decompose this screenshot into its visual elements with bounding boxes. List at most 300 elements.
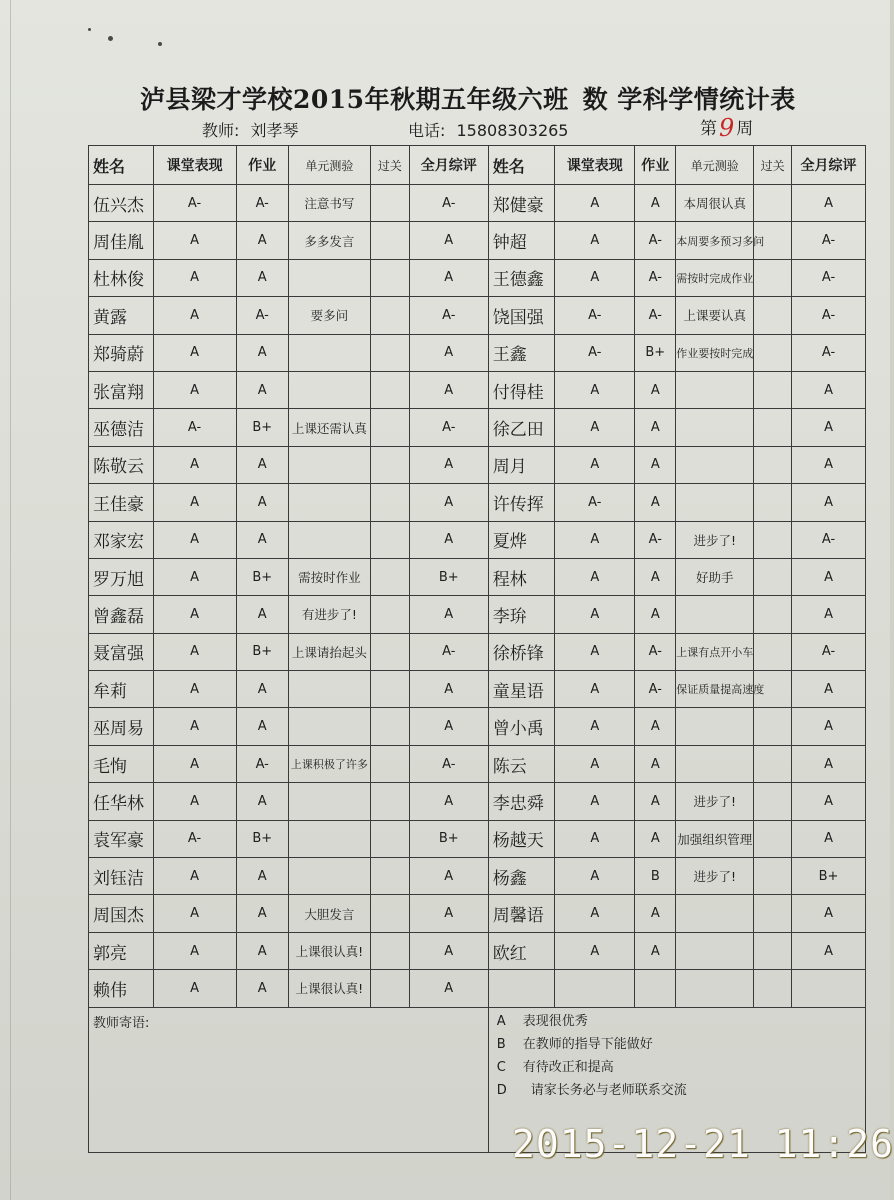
student-name: 欧红 (488, 932, 555, 969)
student-name: 徐乙田 (488, 409, 555, 446)
homework-grade: A (236, 932, 288, 969)
pass-mark (370, 708, 409, 745)
student-name: 周佳胤 (89, 222, 154, 259)
unit-test-comment (288, 446, 370, 483)
homework-grade: A (635, 596, 676, 633)
table-row (89, 932, 866, 969)
pass-mark (754, 783, 792, 820)
month-grade: A- (409, 633, 488, 670)
pass-mark (370, 745, 409, 782)
table-row (89, 970, 866, 1007)
classroom-grade: A (555, 185, 635, 222)
month-grade: A (409, 783, 488, 820)
homework-grade: A (236, 970, 288, 1007)
homework-grade: A (635, 409, 676, 446)
classroom-grade: A (555, 596, 635, 633)
month-grade: A- (792, 334, 866, 371)
month-grade: A- (792, 259, 866, 296)
homework-grade: A (635, 745, 676, 782)
table-row (89, 521, 866, 558)
unit-test-comment: 大胆发言 (288, 895, 370, 932)
header-pass: 过关 (754, 146, 792, 185)
student-name: 陈云 (488, 745, 555, 782)
month-grade: B+ (409, 820, 488, 857)
phone-number: 15808303265 (456, 121, 569, 140)
classroom-grade: A (153, 633, 236, 670)
paper-fold-line (10, 0, 11, 1200)
legend-key: A (496, 1013, 506, 1029)
student-name: 杜林俊 (89, 259, 154, 296)
pass-mark (370, 932, 409, 969)
month-grade: A (409, 671, 488, 708)
homework-grade: A (635, 371, 676, 408)
homework-grade: A- (635, 222, 676, 259)
unit-test-comment (288, 708, 370, 745)
student-name: 陈敬云 (89, 446, 154, 483)
homework-grade: A (236, 895, 288, 932)
unit-test-comment: 有进步了! (288, 596, 370, 633)
student-name: 杨鑫 (488, 858, 555, 895)
unit-test-comment: 上课有点开小车 (676, 633, 754, 670)
unit-test-comment (676, 409, 754, 446)
month-grade: B+ (409, 558, 488, 595)
pass-mark (754, 521, 792, 558)
homework-grade: B+ (236, 558, 288, 595)
header-month: 全月综评 (792, 146, 866, 185)
table-row (89, 596, 866, 633)
month-grade: A (792, 409, 866, 446)
pass-mark (754, 745, 792, 782)
table-row (89, 783, 866, 820)
phone-label: 电话: (408, 121, 446, 140)
pass-mark (370, 783, 409, 820)
homework-grade: B+ (635, 334, 676, 371)
student-name: 曾鑫磊 (89, 596, 154, 633)
student-name: 巫德洁 (89, 409, 154, 446)
table-row (89, 708, 866, 745)
legend-desc: 在教师的指导下能做好 (522, 1036, 653, 1052)
pass-mark (370, 371, 409, 408)
unit-test-comment (676, 371, 754, 408)
month-grade: A (409, 334, 488, 371)
homework-grade: A (635, 783, 676, 820)
pass-mark (370, 970, 409, 1007)
classroom-grade (555, 970, 635, 1007)
classroom-grade: A (153, 521, 236, 558)
classroom-grade: A (555, 222, 635, 259)
pass-mark (370, 185, 409, 222)
classroom-grade: A (555, 671, 635, 708)
month-grade: A- (792, 222, 866, 259)
student-name: 曾小禹 (488, 708, 555, 745)
pass-mark (370, 334, 409, 371)
unit-test-comment: 进步了! (676, 521, 754, 558)
classroom-grade: A (153, 596, 236, 633)
classroom-grade: A (555, 521, 635, 558)
month-grade: A (792, 596, 866, 633)
classroom-grade: A- (153, 409, 236, 446)
unit-test-comment (288, 334, 370, 371)
table-row (89, 820, 866, 857)
student-name: 黄露 (89, 297, 154, 334)
unit-test-comment (676, 484, 754, 521)
unit-test-comment: 需按时完成作业 (676, 259, 754, 296)
homework-grade: A (236, 446, 288, 483)
month-grade: A (409, 596, 488, 633)
unit-test-comment: 保证质量提高速度 (676, 671, 754, 708)
unit-test-comment (288, 858, 370, 895)
pass-mark (370, 820, 409, 857)
phone-line (408, 118, 568, 141)
student-name: 徐桥锋 (488, 633, 555, 670)
student-name: 李㺹 (488, 596, 555, 633)
table-header-row (89, 146, 866, 185)
teacher-message-cell (89, 1007, 489, 1152)
classroom-grade: A (555, 708, 635, 745)
teacher-name: 刘孝琴 (250, 121, 299, 140)
header-unit-test: 单元测验 (288, 146, 370, 185)
homework-grade: A- (635, 259, 676, 296)
unit-test-comment: 作业要按时完成 (676, 334, 754, 371)
classroom-grade: A (555, 446, 635, 483)
student-name: 夏烨 (488, 521, 555, 558)
student-name: 聂富强 (89, 633, 154, 670)
month-grade: A- (792, 297, 866, 334)
homework-grade: B+ (236, 633, 288, 670)
homework-grade: A (236, 222, 288, 259)
table-row (89, 222, 866, 259)
pass-mark (370, 895, 409, 932)
student-name: 毛恂 (89, 745, 154, 782)
month-grade: A (792, 783, 866, 820)
title-subject: 数 学科学情统计表 (582, 85, 796, 114)
pass-mark (370, 409, 409, 446)
title-main: 泸县梁才学校2015年秋期五年级六班 (140, 85, 569, 114)
homework-grade: A- (635, 633, 676, 670)
table-row (89, 633, 866, 670)
pass-mark (754, 334, 792, 371)
pass-mark (754, 558, 792, 595)
unit-test-comment: 上课要认真 (676, 297, 754, 334)
homework-grade: A (236, 858, 288, 895)
legend-key: D (496, 1082, 507, 1098)
student-name: 付得桂 (488, 371, 555, 408)
student-name: 赖伟 (89, 970, 154, 1007)
pass-mark (370, 484, 409, 521)
pass-mark (754, 371, 792, 408)
pass-mark (370, 259, 409, 296)
student-name: 张富翔 (89, 371, 154, 408)
month-grade: A (792, 558, 866, 595)
classroom-grade: A (153, 745, 236, 782)
header-name: 姓名 (89, 146, 154, 185)
classroom-grade: A (153, 932, 236, 969)
unit-test-comment (676, 708, 754, 745)
header-classroom: 课堂表现 (153, 146, 236, 185)
classroom-grade: A (555, 633, 635, 670)
classroom-grade: A (153, 708, 236, 745)
student-name: 牟莉 (89, 671, 154, 708)
classroom-grade: A (555, 820, 635, 857)
legend-item (497, 1056, 865, 1079)
pass-mark (370, 222, 409, 259)
unit-test-comment: 需按时作业 (288, 558, 370, 595)
student-name: 刘钰洁 (89, 858, 154, 895)
homework-grade: A- (635, 521, 676, 558)
classroom-grade: A (555, 932, 635, 969)
week-line (700, 112, 753, 140)
unit-test-comment (676, 932, 754, 969)
classroom-grade: A- (555, 297, 635, 334)
month-grade: A (792, 484, 866, 521)
classroom-grade: A- (153, 185, 236, 222)
classroom-grade: A (153, 334, 236, 371)
table-row (89, 895, 866, 932)
homework-grade: B+ (236, 820, 288, 857)
homework-grade: A (236, 259, 288, 296)
header-month: 全月综评 (409, 146, 488, 185)
unit-test-comment (288, 484, 370, 521)
pass-mark (370, 858, 409, 895)
homework-grade: A (236, 484, 288, 521)
homework-grade: A (236, 521, 288, 558)
header-name: 姓名 (488, 146, 555, 185)
document-title (140, 80, 840, 116)
table-row (89, 858, 866, 895)
student-name: 郑骑蔚 (89, 334, 154, 371)
month-grade: A (792, 895, 866, 932)
month-grade: A (792, 932, 866, 969)
month-grade: A- (792, 633, 866, 670)
unit-test-comment: 加强组织管理 (676, 820, 754, 857)
classroom-grade: A (153, 895, 236, 932)
unit-test-comment: 注意书写 (288, 185, 370, 222)
table-row (89, 558, 866, 595)
student-name: 伍兴杰 (89, 185, 154, 222)
statistics-table (88, 145, 866, 1153)
classroom-grade: A- (153, 820, 236, 857)
student-name: 袁军豪 (89, 820, 154, 857)
month-grade (792, 970, 866, 1007)
teacher-message-label: 教师寄语: (93, 1015, 150, 1031)
punch-dot (88, 28, 91, 31)
homework-grade: A- (635, 297, 676, 334)
classroom-grade: A (555, 409, 635, 446)
homework-grade: A (635, 708, 676, 745)
unit-test-comment (288, 521, 370, 558)
month-grade: A (792, 671, 866, 708)
table-row (89, 185, 866, 222)
classroom-grade: A (153, 858, 236, 895)
homework-grade: A (635, 185, 676, 222)
unit-test-comment (288, 671, 370, 708)
pass-mark (370, 671, 409, 708)
unit-test-comment (288, 259, 370, 296)
week-suffix: 周 (736, 119, 754, 139)
homework-grade: A (236, 783, 288, 820)
pass-mark (754, 820, 792, 857)
unit-test-comment (676, 745, 754, 782)
month-grade: A- (409, 409, 488, 446)
month-grade: A (792, 371, 866, 408)
week-number: 9 (719, 114, 735, 142)
photo-timestamp: 2015-12-21 11:26 (512, 1122, 894, 1166)
pass-mark (754, 633, 792, 670)
table-row (89, 259, 866, 296)
header-pass: 过关 (370, 146, 409, 185)
pass-mark (754, 596, 792, 633)
unit-test-comment: 多多发言 (288, 222, 370, 259)
pass-mark (754, 708, 792, 745)
unit-test-comment (676, 446, 754, 483)
student-name: 邓家宏 (89, 521, 154, 558)
unit-test-comment: 上课请抬起头 (288, 633, 370, 670)
classroom-grade: A- (555, 334, 635, 371)
homework-grade: A (635, 484, 676, 521)
month-grade: A (792, 708, 866, 745)
classroom-grade: A (555, 259, 635, 296)
month-grade: A- (409, 297, 488, 334)
header-homework: 作业 (236, 146, 288, 185)
pass-mark (754, 409, 792, 446)
classroom-grade: A (153, 371, 236, 408)
table-row (89, 371, 866, 408)
classroom-grade: A (153, 671, 236, 708)
header-unit-test: 单元测验 (676, 146, 754, 185)
homework-grade: A- (236, 185, 288, 222)
month-grade: A (792, 446, 866, 483)
classroom-grade: A (555, 558, 635, 595)
student-name (488, 970, 555, 1007)
table-row (89, 671, 866, 708)
punch-dot (158, 42, 162, 46)
month-grade: A (409, 446, 488, 483)
legend-item (497, 1033, 865, 1056)
pass-mark (754, 259, 792, 296)
table-row (89, 446, 866, 483)
table-row (89, 297, 866, 334)
month-grade: A- (409, 745, 488, 782)
month-grade: A (409, 858, 488, 895)
unit-test-comment (288, 783, 370, 820)
student-name: 郭亮 (89, 932, 154, 969)
month-grade: A- (409, 185, 488, 222)
unit-test-comment (676, 895, 754, 932)
unit-test-comment (288, 371, 370, 408)
unit-test-comment: 本周很认真 (676, 185, 754, 222)
week-prefix: 第 (700, 119, 717, 139)
unit-test-comment: 上课积极了许多 (288, 745, 370, 782)
classroom-grade: A (153, 446, 236, 483)
pass-mark (370, 596, 409, 633)
student-name: 周馨语 (488, 895, 555, 932)
classroom-grade: A (153, 783, 236, 820)
month-grade: B+ (792, 858, 866, 895)
classroom-grade: A (555, 745, 635, 782)
month-grade: A (409, 484, 488, 521)
month-grade: A (792, 820, 866, 857)
classroom-grade: A (555, 371, 635, 408)
homework-grade: B (635, 858, 676, 895)
classroom-grade: A (555, 895, 635, 932)
header-homework: 作业 (635, 146, 676, 185)
student-name: 王鑫 (488, 334, 555, 371)
table-row (89, 484, 866, 521)
student-name: 巫周易 (89, 708, 154, 745)
month-grade: A (409, 895, 488, 932)
unit-test-comment: 进步了! (676, 783, 754, 820)
legend-desc: 请家长务必与老师联系交流 (530, 1082, 687, 1098)
student-name: 李忠舜 (488, 783, 555, 820)
unit-test-comment (288, 820, 370, 857)
unit-test-comment (676, 970, 754, 1007)
homework-grade: A (236, 671, 288, 708)
student-name: 杨越天 (488, 820, 555, 857)
student-name: 王德鑫 (488, 259, 555, 296)
table-row (89, 334, 866, 371)
pass-mark (754, 895, 792, 932)
legend-item (497, 1079, 865, 1102)
student-name: 饶国强 (488, 297, 555, 334)
unit-test-comment: 上课还需认真 (288, 409, 370, 446)
pass-mark (754, 446, 792, 483)
legend-item (497, 1010, 865, 1033)
student-name: 周国杰 (89, 895, 154, 932)
month-grade: A (409, 259, 488, 296)
classroom-grade: A (555, 858, 635, 895)
pass-mark (370, 297, 409, 334)
homework-grade: A- (236, 297, 288, 334)
month-grade: A (409, 708, 488, 745)
homework-grade: A- (635, 671, 676, 708)
legend-key: C (496, 1059, 506, 1075)
classroom-grade: A (153, 259, 236, 296)
month-grade: A (409, 371, 488, 408)
unit-test-comment: 本周要多预习多问 (676, 222, 754, 259)
pass-mark (754, 858, 792, 895)
student-name: 罗万旭 (89, 558, 154, 595)
pass-mark (370, 558, 409, 595)
unit-test-comment: 进步了! (676, 858, 754, 895)
pass-mark (754, 297, 792, 334)
unit-test-comment (676, 596, 754, 633)
month-grade: A (409, 521, 488, 558)
table-row (89, 745, 866, 782)
pass-mark (754, 932, 792, 969)
student-name: 钟超 (488, 222, 555, 259)
homework-grade: A (236, 596, 288, 633)
month-grade: A (792, 185, 866, 222)
homework-grade: A (635, 932, 676, 969)
homework-grade: A (635, 895, 676, 932)
teacher-line (202, 118, 299, 141)
unit-test-comment: 上课很认真! (288, 970, 370, 1007)
pass-mark (754, 185, 792, 222)
header-classroom: 课堂表现 (555, 146, 635, 185)
homework-grade: A (635, 820, 676, 857)
classroom-grade: A (153, 222, 236, 259)
classroom-grade: A (153, 297, 236, 334)
classroom-grade: A- (555, 484, 635, 521)
table-row (89, 409, 866, 446)
student-name: 任华林 (89, 783, 154, 820)
student-name: 王佳豪 (89, 484, 154, 521)
homework-grade: A- (236, 745, 288, 782)
homework-grade: A (635, 558, 676, 595)
homework-grade: A (236, 371, 288, 408)
student-name: 许传挥 (488, 484, 555, 521)
unit-test-comment: 上课很认真! (288, 932, 370, 969)
